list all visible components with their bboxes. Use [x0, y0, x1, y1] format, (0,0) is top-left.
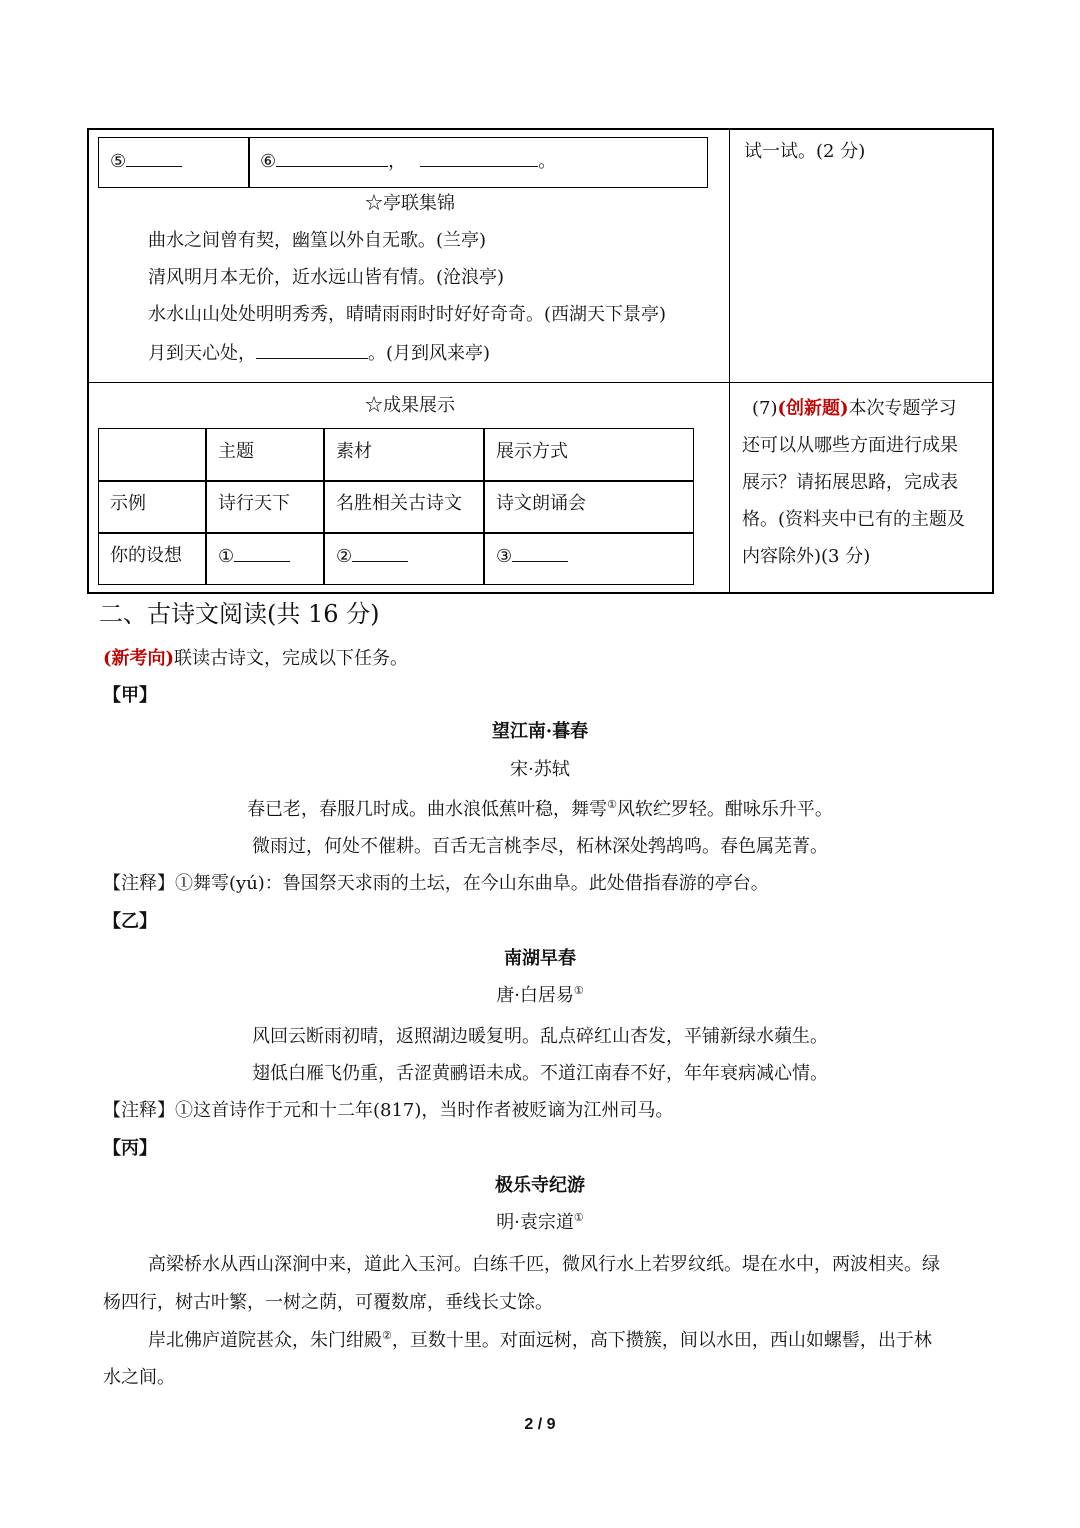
yi-title: 南湖早春 — [504, 948, 576, 969]
yi-author: 唐·白居易① — [496, 984, 584, 1006]
td-example-label: 示例 — [110, 493, 146, 514]
q7-line-3: 展示？请拓展思路，完成表 — [742, 472, 958, 493]
q7-line-4: 格。(资料夹中已有的主题及 — [742, 509, 966, 530]
results-table-col-line-3 — [483, 428, 485, 585]
jia-note: 【注释】①舞雩(yú)：鲁国祭天求雨的土坛，在今山东曲阜。此处借指春游的亭台。 — [103, 873, 769, 894]
couplet-line-1: 曲水之间曾有契，幽篁以外自无歌。(兰亭) — [148, 230, 487, 251]
label-bing: 【丙】 — [103, 1138, 157, 1159]
yours-theme-blank[interactable] — [234, 543, 290, 562]
jia-title: 望江南·暮春 — [491, 721, 589, 742]
side-task-top: 试一试。(2 分) — [744, 141, 866, 162]
outer-table-top — [87, 128, 994, 130]
th-theme: 主题 — [218, 441, 254, 462]
bing-p2-line-1: 岸北佛庐道院甚众，朱门绀殿②，亘数十里。对面远树，高下攒簇，间以水田，西山如螺髻，出于林 — [148, 1329, 932, 1351]
blank-six-line-a[interactable] — [276, 148, 388, 167]
q7-tag: (创新题) — [777, 398, 849, 419]
q7-line-1: (7)(创新题)本次专题学习 — [752, 398, 957, 419]
th-method: 展示方式 — [496, 441, 568, 462]
results-table-col-line-1 — [205, 428, 207, 585]
couplet-line-2: 清风明月本无价，近水远山皆有情。(沧浪亭) — [148, 267, 505, 288]
td-example-method: 诗文朗诵会 — [496, 493, 586, 514]
outer-table-bottom — [87, 592, 994, 594]
couplet-line-3: 水水山山处处明明秀秀，晴晴雨雨时时好好奇奇。(西湖天下景亭) — [148, 304, 667, 325]
yours-material-blank[interactable] — [352, 543, 408, 562]
section-title: 二、古诗文阅读(共 16 分) — [99, 600, 380, 628]
label-jia: 【甲】 — [103, 685, 157, 706]
td-yours-theme: ① — [218, 543, 290, 570]
outer-table-left — [87, 128, 89, 594]
td-yours-method: ③ — [496, 543, 568, 570]
jia-line-2: 微雨过，何处不催耕。百舌无言桃李尽，柘林深处鹁鸪鸣。春色属芜菁。 — [252, 836, 828, 857]
td-example-theme: 诗行天下 — [218, 493, 290, 514]
couplets-title: ☆亭联集锦 — [365, 193, 455, 214]
q7-line-2: 还可以从哪些方面进行成果 — [742, 435, 958, 456]
yi-note: 【注释】①这首诗作于元和十二年(817)，当时作者被贬谪为江州司马。 — [103, 1100, 674, 1121]
outer-table-divider — [729, 128, 730, 594]
section-intro: (新考向)联读古诗文，完成以下任务。 — [103, 648, 409, 669]
td-example-material: 名胜相关古诗文 — [336, 493, 462, 514]
q7-line-5: 内容除外)(3 分) — [742, 546, 871, 567]
blank-five-line[interactable] — [126, 148, 182, 167]
blank-five: ⑤ — [110, 148, 182, 175]
td-yours-label: 你的设想 — [110, 545, 182, 566]
yours-method-blank[interactable] — [512, 543, 568, 562]
bing-p1-line-1: 高梁桥水从西山深涧中来，道此入玉河。白练千匹，微风行水上若罗纹纸。堤在水中，两波相夹。绿 — [148, 1254, 940, 1275]
couplet-blank[interactable] — [256, 340, 368, 359]
blank-six-line-b[interactable] — [420, 148, 538, 167]
results-table-col-line-2 — [323, 428, 325, 585]
jia-author: 宋·苏轼 — [510, 759, 570, 780]
label-yi: 【乙】 — [103, 911, 157, 932]
yi-line-1: 风回云断雨初晴，返照湖边暖复明。乱点碎红山杏发，平铺新绿水蘋生。 — [252, 1026, 828, 1047]
td-yours-material: ② — [336, 543, 408, 570]
bing-p1-line-2: 杨四行，树古叶繁，一树之荫，可覆数席，垂线长丈馀。 — [103, 1292, 553, 1313]
new-direction-tag: (新考向) — [103, 648, 175, 669]
blank-six: ⑥ ， 。 — [260, 148, 556, 175]
results-table-row-line-2 — [98, 532, 694, 534]
bing-title: 极乐寺纪游 — [495, 1175, 585, 1196]
outer-table-row-separator — [87, 382, 994, 383]
th-material: 素材 — [336, 441, 372, 462]
yi-line-2: 翅低白雁飞仍重，舌涩黄鹂语未成。不道江南春不好，年年衰病减心情。 — [252, 1063, 828, 1084]
outer-table-right — [992, 128, 994, 594]
bing-author: 明·袁宗道① — [496, 1211, 584, 1233]
inner-blank-table-divider — [248, 137, 250, 188]
results-title: ☆成果展示 — [365, 395, 455, 416]
jia-line-1: 春已老，春服几时成。曲水浪低蕉叶稳，舞雩①风软纻罗轻。酣咏乐升平。 — [247, 798, 833, 820]
bing-p2-line-2: 水之间。 — [103, 1367, 175, 1388]
page-number: 2 / 9 — [524, 1416, 556, 1433]
couplet-fill-line: 月到天心处， 。(月到风来亭) — [148, 340, 490, 367]
results-table-row-line-1 — [98, 480, 694, 482]
